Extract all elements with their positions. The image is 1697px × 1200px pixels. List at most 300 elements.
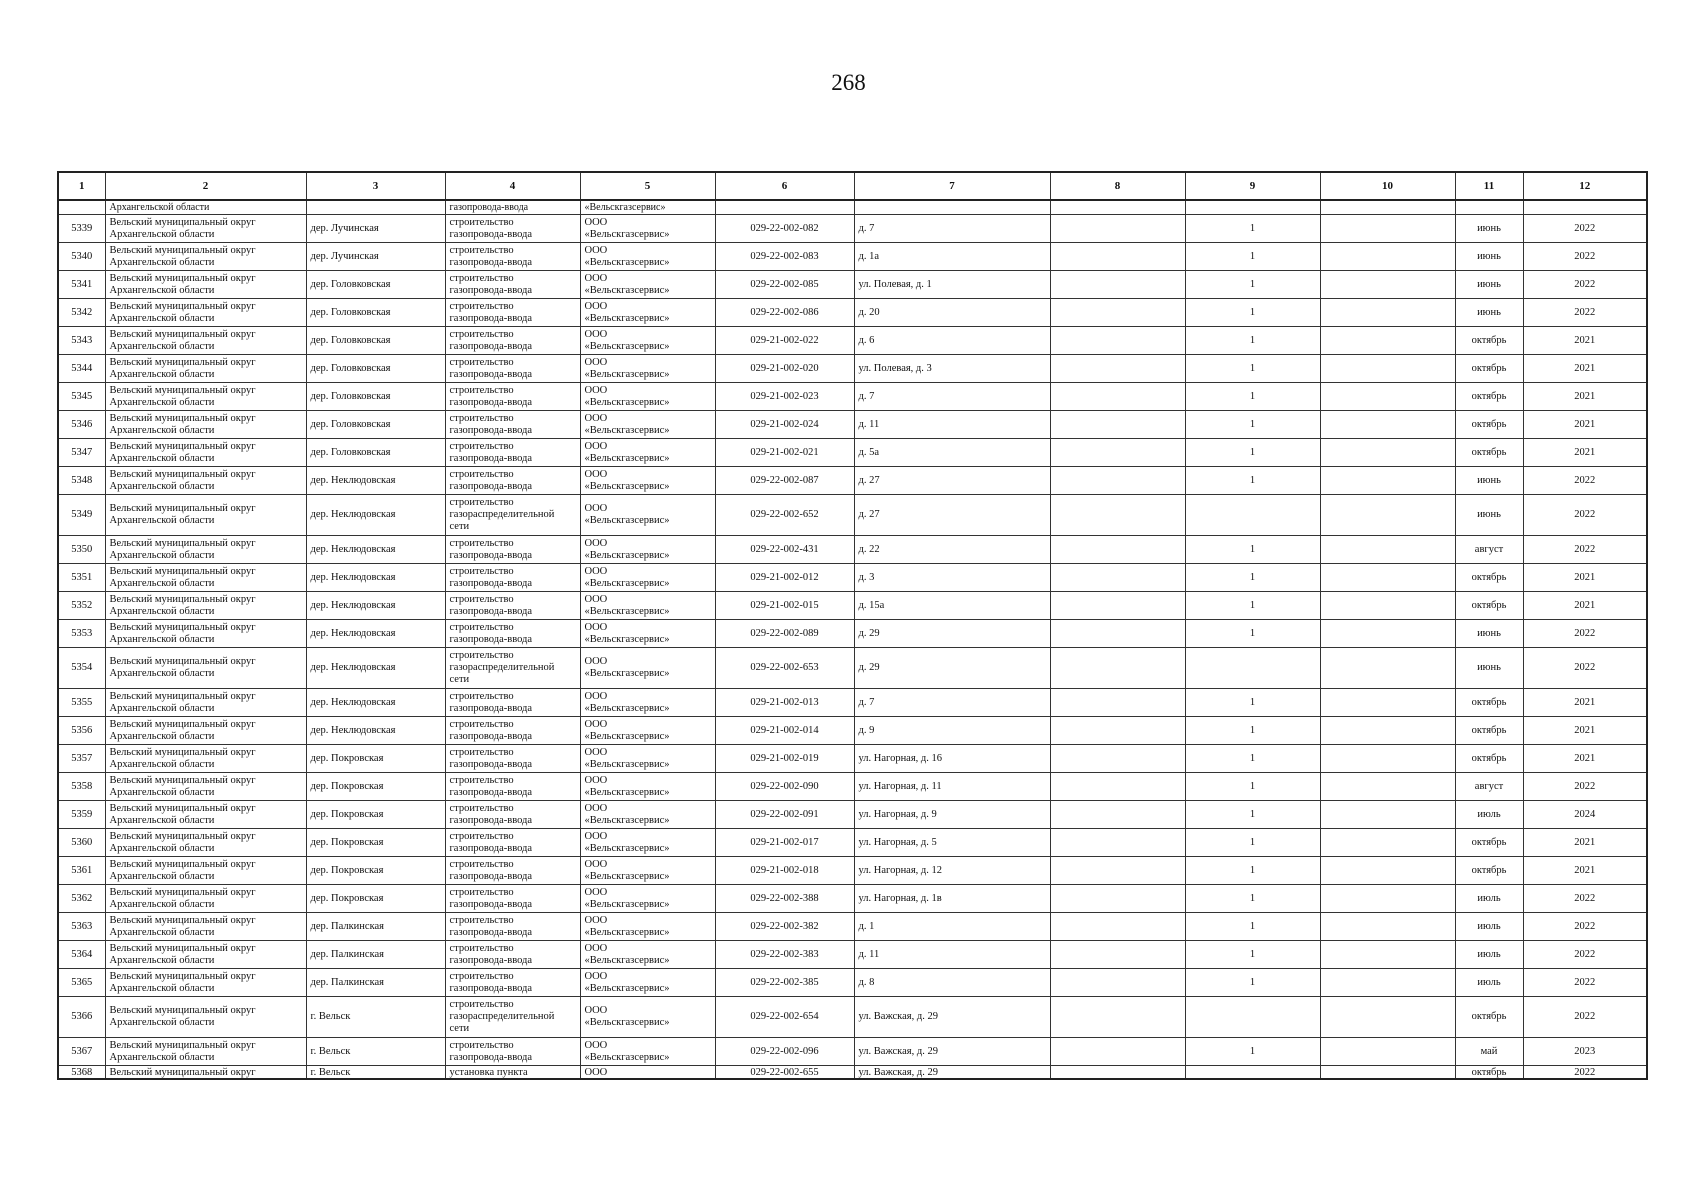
cell-c4 [445, 200, 580, 215]
cell-organization-text: «Вельскгазсервис» [584, 549, 670, 561]
cell-col8 [1050, 829, 1185, 857]
cell-year-text: 2021 [1574, 390, 1596, 402]
cell-organization [580, 829, 715, 857]
cell-year-text: 2022 [1574, 222, 1596, 234]
cell-c6 [715, 200, 854, 215]
cell-address-text: ул. Полевая, д. 1 [858, 278, 932, 290]
cell-municipality-text: Вельский муниципальный округ [109, 593, 256, 605]
cell-settlement [306, 592, 445, 620]
cell-number [58, 941, 105, 969]
cell-number [58, 439, 105, 467]
cell-address-text: д. 15а [858, 599, 885, 611]
cell-number-text: 5344 [71, 362, 93, 374]
cell-month [1455, 717, 1523, 745]
cell-work-type [445, 536, 580, 564]
cell-col8 [1050, 592, 1185, 620]
cell-work-type-text: строительство [449, 440, 514, 452]
cell-organization [580, 327, 715, 355]
cell-month-text: октябрь [1471, 599, 1507, 611]
cell-code-text: 029-22-002-090 [750, 780, 819, 792]
table-row [58, 467, 1647, 495]
cell-work-type-text: газопровода-ввода [449, 730, 533, 742]
cell-address [854, 648, 1050, 689]
cell-municipality-text: Вельский муниципальный округ [109, 858, 256, 870]
cell-municipality [105, 969, 306, 997]
cell-c11 [1455, 200, 1523, 215]
cell-organization-text: ООО [584, 656, 608, 667]
cell-organization-text: ООО [584, 886, 608, 898]
cell-municipality-text: Архангельской области [109, 1051, 215, 1063]
cell-number [58, 829, 105, 857]
cell-quantity [1185, 1066, 1320, 1080]
cell-organization [580, 648, 715, 689]
cell-organization [580, 383, 715, 411]
cell-year [1523, 327, 1647, 355]
cell-organization-text: «Вельскгазсервис» [584, 702, 670, 714]
cell-organization [580, 857, 715, 885]
cell-col10 [1320, 717, 1455, 745]
cell-work-type-text: газопровода-ввода [449, 256, 533, 268]
cell-quantity [1185, 1038, 1320, 1066]
cell-settlement [306, 969, 445, 997]
cell-address [854, 355, 1050, 383]
cell-col8 [1050, 689, 1185, 717]
cell-year-text: 2022 [1574, 780, 1596, 792]
cell-work-type [445, 745, 580, 773]
cell-year-text: 2021 [1574, 864, 1596, 876]
cell-organization [580, 885, 715, 913]
cell-col10 [1320, 243, 1455, 271]
cell-organization-text: «Вельскгазсервис» [584, 926, 670, 938]
cell-code [715, 592, 854, 620]
cell-code-text: 029-22-002-091 [750, 808, 819, 820]
cell-municipality-text: Вельский муниципальный округ [109, 970, 256, 982]
cell-code-text: 029-22-002-096 [750, 1045, 819, 1057]
cell-number-text: 5359 [71, 808, 93, 820]
cell-month-text: октябрь [1471, 446, 1507, 458]
cell-month [1455, 215, 1523, 243]
cell-code-text: 029-21-002-014 [750, 724, 819, 736]
cell-work-type [445, 829, 580, 857]
cell-address [854, 689, 1050, 717]
cell-organization [580, 467, 715, 495]
cell-work-type [445, 648, 580, 689]
cell-number [58, 689, 105, 717]
cell-settlement-text: дер. Палкинская [310, 976, 385, 988]
cell-settlement-text: г. Вельск [310, 1066, 351, 1078]
cell-code-text: 029-22-002-383 [750, 948, 819, 960]
cell-c2 [105, 200, 306, 215]
cell-organization [580, 1066, 715, 1080]
cell-municipality-text: Архангельской области [109, 842, 215, 854]
cell-organization-text: «Вельскгазсервис» [584, 730, 670, 742]
cell-municipality-text: Вельский муниципальный округ [109, 565, 256, 577]
cell-month [1455, 299, 1523, 327]
cell-municipality-text: Архангельской области [109, 368, 215, 380]
table-row [58, 689, 1647, 717]
cell-number-text: 5351 [71, 571, 93, 583]
cell-number-text: 5368 [71, 1066, 93, 1078]
cell-municipality-text: Вельский муниципальный округ [109, 690, 256, 702]
cell-work-type [445, 327, 580, 355]
cell-settlement [306, 467, 445, 495]
cell-settlement [306, 299, 445, 327]
cell-work-type-text: строительство [449, 412, 514, 424]
cell-address-text: д. 7 [858, 222, 875, 234]
cell-code-text: 029-21-002-022 [750, 334, 819, 346]
table-row [58, 243, 1647, 271]
cell-col8 [1050, 299, 1185, 327]
cell-work-type-text: газопровода-ввода [449, 926, 533, 938]
cell-col10 [1320, 536, 1455, 564]
cell-address-text: д. 8 [858, 976, 875, 988]
cell-code [715, 564, 854, 592]
column-header-4: 4 [445, 172, 580, 200]
cell-quantity [1185, 969, 1320, 997]
cell-year-text: 2022 [1574, 1011, 1596, 1022]
cell-col10 [1320, 495, 1455, 536]
cell-code-text: 029-21-002-018 [750, 864, 819, 876]
cell-work-type-text: строительство [449, 830, 514, 842]
cell-col10 [1320, 913, 1455, 941]
cell-municipality-text: Архангельской области [109, 340, 215, 352]
cell-organization-text: ООО [584, 565, 608, 577]
cell-month [1455, 467, 1523, 495]
cell-month-text: октябрь [1471, 390, 1507, 402]
cell-settlement [306, 536, 445, 564]
cell-code [715, 536, 854, 564]
cell-settlement [306, 1038, 445, 1066]
cell-organization-text: «Вельскгазсервис» [584, 340, 670, 352]
cell-settlement-text: дер. Головковская [310, 446, 391, 458]
table-body [58, 200, 1647, 1079]
cell-year-text: 2022 [1574, 306, 1596, 318]
cell-settlement [306, 355, 445, 383]
table-row [58, 620, 1647, 648]
cell-municipality [105, 299, 306, 327]
cell-organization [580, 689, 715, 717]
cell-col8 [1050, 495, 1185, 536]
cell-month [1455, 243, 1523, 271]
cell-work-type-text: строительство [449, 970, 514, 982]
cell-organization-text: ООО [584, 718, 608, 730]
cell-c3 [306, 200, 445, 215]
cell-code-text: 029-22-002-655 [750, 1066, 819, 1078]
cell-quantity-text: 1 [1249, 976, 1256, 988]
cell-work-type [445, 913, 580, 941]
cell-code [715, 829, 854, 857]
cell-quantity [1185, 383, 1320, 411]
cell-number-text: 5363 [71, 920, 93, 932]
cell-number [58, 857, 105, 885]
cell-number [58, 495, 105, 536]
cell-settlement [306, 243, 445, 271]
cell-month [1455, 648, 1523, 689]
cell-code-text: 029-22-002-082 [750, 222, 819, 234]
cell-address-text: д. 22 [858, 543, 880, 555]
table-row [58, 271, 1647, 299]
cell-address-text: д. 29 [858, 662, 880, 673]
cell-quantity-text: 1 [1249, 864, 1256, 876]
cell-work-type-text: строительство [449, 802, 514, 814]
cell-month-text: октябрь [1471, 696, 1507, 708]
cell-address [854, 1066, 1050, 1080]
cell-work-type [445, 969, 580, 997]
cell-month-text: октябрь [1471, 418, 1507, 430]
cell-municipality [105, 467, 306, 495]
cell-organization [580, 913, 715, 941]
cell-organization-text: ООО [584, 914, 608, 926]
cell-work-type-text: газопровода-ввода [449, 312, 533, 324]
cell-municipality-text: Вельский муниципальный округ [109, 328, 256, 340]
cell-municipality-text: Вельский муниципальный округ [109, 746, 256, 758]
cell-organization-text: ООО [584, 412, 608, 424]
cell-number [58, 1066, 105, 1080]
cell-number-text: 5343 [71, 334, 93, 346]
cell-municipality [105, 383, 306, 411]
page-number: 268 [831, 70, 866, 95]
column-header-7: 7 [854, 172, 1050, 200]
cell-number [58, 536, 105, 564]
cell-code [715, 439, 854, 467]
cell-c8 [1050, 200, 1185, 215]
cell-settlement-text: дер. Лучинская [310, 250, 379, 262]
cell-municipality-text: Вельский муниципальный округ [109, 802, 256, 814]
cell-address [854, 327, 1050, 355]
cell-work-type [445, 592, 580, 620]
cell-address-text: д. 9 [858, 724, 875, 736]
cell-year [1523, 271, 1647, 299]
cell-municipality-text: Архангельской области [109, 730, 215, 742]
cell-month-text: август [1474, 543, 1504, 555]
cell-settlement [306, 648, 445, 689]
cell-municipality-text: Вельский муниципальный округ [109, 356, 256, 368]
table-row [58, 913, 1647, 941]
cell-settlement-text: дер. Покровская [310, 836, 384, 848]
cell-code [715, 383, 854, 411]
cell-code [715, 271, 854, 299]
cell-organization-text: «Вельскгазсервис» [584, 758, 670, 770]
cell-number [58, 299, 105, 327]
cell-quantity [1185, 411, 1320, 439]
cell-address-text: ул. Нагорная, д. 1в [858, 892, 942, 904]
cell-organization-text: «Вельскгазсервис» [584, 842, 670, 854]
cell-municipality [105, 689, 306, 717]
cell-quantity-text: 1 [1249, 920, 1256, 932]
cell-code [715, 997, 854, 1038]
cell-quantity-text: 1 [1249, 334, 1256, 346]
cell-code [715, 327, 854, 355]
cell-quantity [1185, 439, 1320, 467]
table-row [58, 495, 1647, 536]
cell-settlement [306, 1066, 445, 1080]
cell-municipality-text: Вельский муниципальный округ [109, 1066, 256, 1078]
cell-col10 [1320, 355, 1455, 383]
cell-c5 [580, 200, 715, 215]
cell-settlement [306, 689, 445, 717]
cell-number-text: 5355 [71, 696, 93, 708]
cell-number-text: 5348 [71, 474, 93, 486]
cell-municipality [105, 648, 306, 689]
table-row-partial [58, 1066, 1647, 1080]
cell-month-text: июнь [1477, 474, 1501, 486]
cell-municipality [105, 536, 306, 564]
cell-month [1455, 913, 1523, 941]
cell-number [58, 913, 105, 941]
cell-municipality-text: Вельский муниципальный округ [109, 537, 256, 549]
cell-month-text: июнь [1477, 278, 1501, 290]
cell-month-text: июль [1477, 920, 1501, 932]
cell-code [715, 495, 854, 536]
cell-address-text: ул. Нагорная, д. 16 [858, 752, 943, 764]
cell-quantity [1185, 913, 1320, 941]
cell-month-text: август [1474, 780, 1504, 792]
cell-col10 [1320, 215, 1455, 243]
cell-work-type-text: строительство [449, 356, 514, 368]
cell-number [58, 620, 105, 648]
cell-settlement [306, 829, 445, 857]
cell-work-type [445, 243, 580, 271]
cell-col10 [1320, 648, 1455, 689]
cell-work-type [445, 439, 580, 467]
cell-col8 [1050, 969, 1185, 997]
cell-work-type [445, 1066, 580, 1080]
cell-number-text: 5346 [71, 418, 93, 430]
cell-month [1455, 620, 1523, 648]
cell-month-text: июнь [1477, 306, 1501, 318]
cell-organization [580, 495, 715, 536]
cell-code [715, 717, 854, 745]
cell-quantity [1185, 299, 1320, 327]
cell-month-text: июль [1477, 976, 1501, 988]
cell-address [854, 411, 1050, 439]
cell-organization-text: ООО [584, 272, 608, 284]
cell-municipality-text: Вельский муниципальный округ [109, 1005, 256, 1016]
cell-c12 [1523, 200, 1647, 215]
cell-municipality-text: Архангельской области [109, 396, 215, 408]
cell-number-text: 5350 [71, 543, 93, 555]
cell-address [854, 299, 1050, 327]
cell-number [58, 648, 105, 689]
cell-work-type-text: газопровода-ввода [449, 786, 533, 798]
cell-municipality-text: Архангельской области [109, 898, 215, 910]
cell-organization-text: ООО [584, 440, 608, 452]
cell-month-text: октябрь [1471, 1011, 1507, 1022]
cell-col10 [1320, 467, 1455, 495]
cell-month [1455, 997, 1523, 1038]
cell-address [854, 271, 1050, 299]
cell-organization-text: «Вельскгазсервис» [584, 256, 670, 268]
cell-municipality [105, 717, 306, 745]
cell-organization-text: «Вельскгазсервис» [584, 577, 670, 589]
column-header-11: 11 [1455, 172, 1523, 200]
cell-code-text: 029-21-002-023 [750, 390, 819, 402]
cell-municipality-text: Архангельской области [109, 926, 215, 938]
cell-address-text: д. 5а [858, 446, 880, 458]
cell-month-text: октябрь [1471, 571, 1507, 583]
table-row [58, 592, 1647, 620]
cell-code [715, 773, 854, 801]
table-row [58, 299, 1647, 327]
cell-address [854, 717, 1050, 745]
cell-month [1455, 745, 1523, 773]
cell-municipality-text: Архангельской области [109, 870, 215, 882]
cell-settlement-text: дер. Неклюдовская [310, 627, 396, 639]
cell-col8 [1050, 773, 1185, 801]
cell-month-text: октябрь [1471, 362, 1507, 374]
cell-number-text: 5349 [71, 509, 93, 520]
cell-col10 [1320, 941, 1455, 969]
cell-c5-text: «Вельскгазсервис» [584, 202, 666, 213]
table-row [58, 215, 1647, 243]
cell-month [1455, 801, 1523, 829]
cell-work-type-text: газопровода-ввода [449, 340, 533, 352]
cell-col8 [1050, 941, 1185, 969]
cell-work-type-text: газопровода-ввода [449, 814, 533, 826]
cell-municipality [105, 1066, 306, 1080]
cell-year [1523, 997, 1647, 1038]
cell-work-type-text: строительство [449, 690, 514, 702]
cell-municipality-text: Архангельской области [109, 758, 215, 770]
cell-address [854, 773, 1050, 801]
cell-address [854, 439, 1050, 467]
cell-code [715, 885, 854, 913]
cell-year [1523, 536, 1647, 564]
cell-col10 [1320, 997, 1455, 1038]
cell-municipality [105, 1038, 306, 1066]
cell-quantity [1185, 997, 1320, 1038]
cell-year-text: 2022 [1574, 948, 1596, 960]
cell-number [58, 215, 105, 243]
cell-organization-text: «Вельскгазсервис» [584, 786, 670, 798]
cell-settlement-text: дер. Неклюдовская [310, 724, 396, 736]
cell-month-text: июнь [1477, 250, 1501, 262]
cell-municipality [105, 620, 306, 648]
cell-municipality-text: Архангельской области [109, 954, 215, 966]
cell-municipality [105, 495, 306, 536]
cell-work-type [445, 620, 580, 648]
cell-col10 [1320, 271, 1455, 299]
cell-municipality [105, 745, 306, 773]
cell-municipality-text: Архангельской области [109, 668, 215, 679]
cell-organization-text: ООО [584, 690, 608, 702]
cell-code-text: 029-21-002-021 [750, 446, 819, 458]
cell-work-type-text: строительство [449, 999, 514, 1010]
cell-col10 [1320, 745, 1455, 773]
cell-col8 [1050, 620, 1185, 648]
cell-settlement-text: дер. Лучинская [310, 222, 379, 234]
cell-settlement-text: дер. Неклюдовская [310, 509, 396, 520]
cell-organization-text: ООО [584, 621, 608, 633]
cell-organization-text: «Вельскгазсервис» [584, 814, 670, 826]
cell-year [1523, 243, 1647, 271]
cell-code-text: 029-22-002-388 [750, 892, 819, 904]
column-header-12: 12 [1523, 172, 1647, 200]
cell-organization-text: ООО [584, 384, 608, 396]
cell-organization-text: «Вельскгазсервис» [584, 515, 670, 526]
cell-code-text: 029-21-002-012 [750, 571, 819, 583]
cell-address [854, 467, 1050, 495]
cell-organization [580, 536, 715, 564]
cell-month-text: октябрь [1471, 752, 1507, 764]
cell-settlement-text: дер. Покровская [310, 780, 384, 792]
cell-organization-text: «Вельскгазсервис» [584, 1017, 670, 1028]
cell-work-type [445, 717, 580, 745]
table-row [58, 564, 1647, 592]
cell-address-text: д. 7 [858, 696, 875, 708]
cell-address-text: д. 27 [858, 474, 880, 486]
cell-organization-text: ООО [584, 942, 608, 954]
